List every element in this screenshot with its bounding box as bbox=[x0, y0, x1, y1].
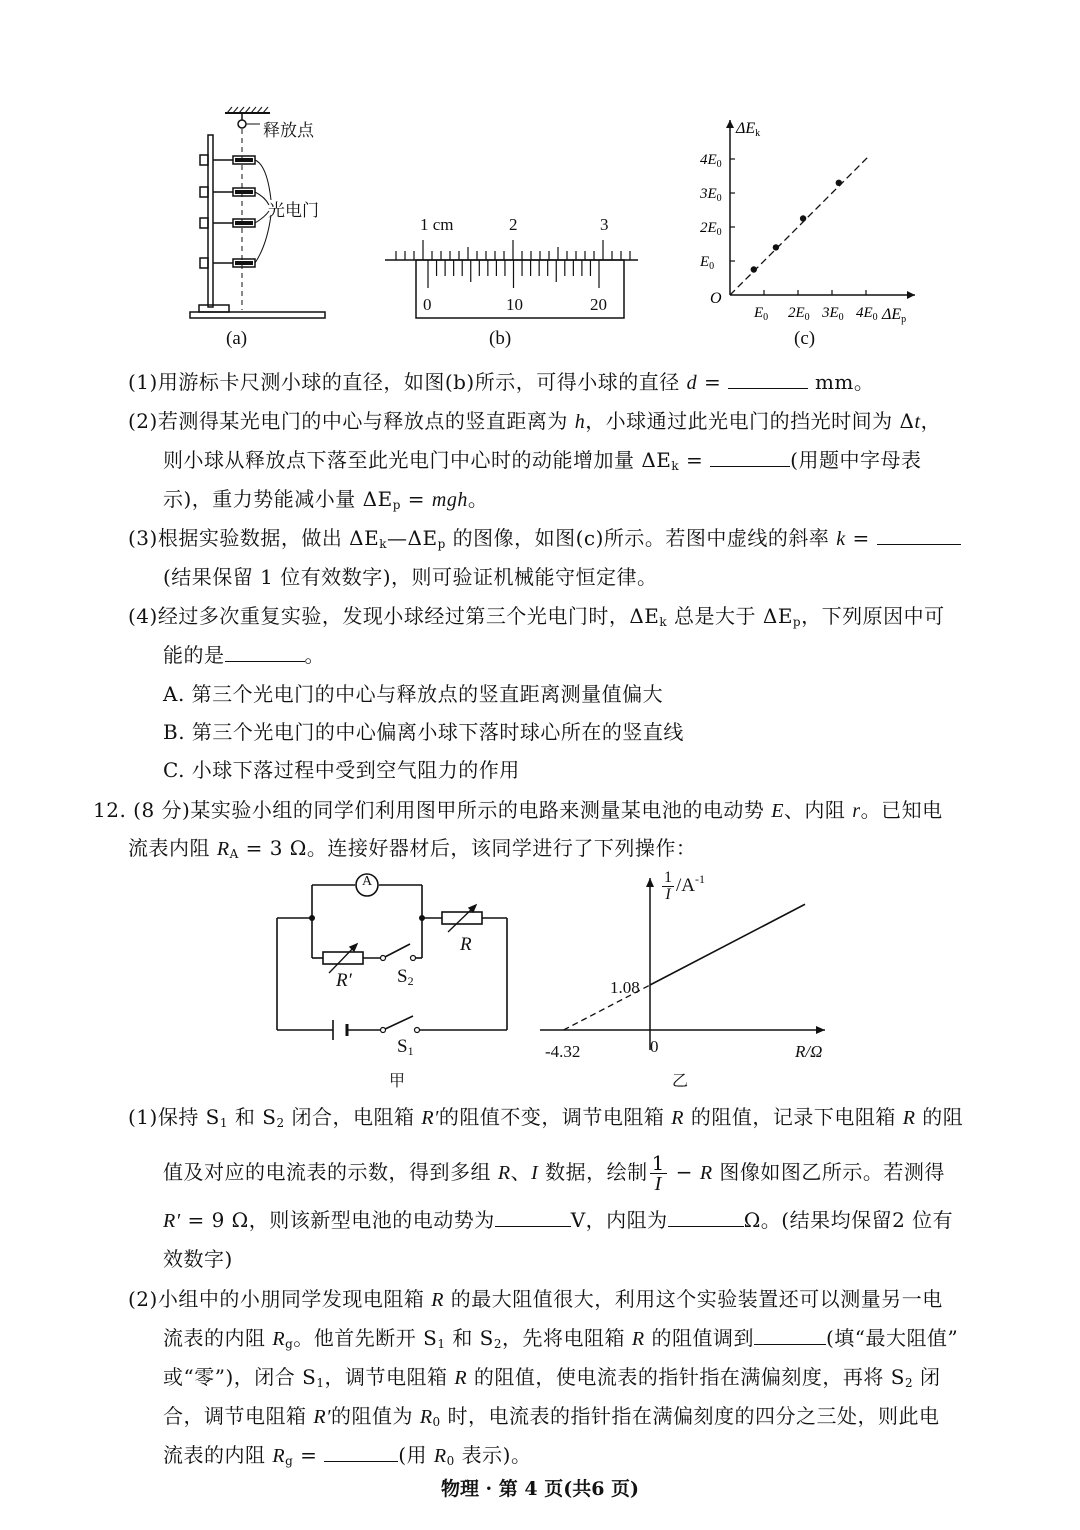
q11-option-a[interactable]: A. 第三个光电门的中心与释放点的竖直距离测量值偏大 bbox=[163, 682, 664, 706]
q12-part2-line3: 或“零”)，闭合 $S_1$，调节电阻箱 R 的阻值，使电流表的指针指在满偏刻度，再将 $S_2$ 闭 bbox=[163, 1365, 941, 1390]
data-point bbox=[836, 180, 842, 186]
data-line bbox=[650, 904, 805, 985]
y-axis-arrow bbox=[726, 120, 734, 128]
q11-option-c[interactable]: C. 小球下落过程中受到空气阻力的作用 bbox=[163, 758, 520, 782]
answer-blank-slope[interactable] bbox=[877, 526, 961, 545]
q12-part2-line4: 合，调节电阻箱 R′的阻值为 $R_0$ 时，电流表的指针指在满偏刻度的四分之三处，则此电 bbox=[163, 1404, 940, 1429]
q11-part4-line2: 能的是 。 bbox=[163, 643, 325, 667]
page-footer: 物理 · 第 4 页(共6 页) bbox=[440, 1478, 640, 1500]
q11-part3-line2: (结果保留 1 位有效数字)，则可验证机械能守恒定律。 bbox=[163, 565, 658, 589]
figure-c-caption: (c) bbox=[794, 328, 816, 349]
y-tick-label: $E_0$ bbox=[700, 254, 715, 272]
q12-header-line2: 流表内阻 $R_A = 3$ Ω。连接好器材后，该同学进行了下列操作： bbox=[128, 836, 697, 861]
yi-x-axis-label: R/Ω bbox=[795, 1042, 823, 1061]
answer-blank-delta-ek[interactable] bbox=[710, 448, 790, 467]
q12-part2-line1: (2)小组中的小朋同学发现电阻箱 R 的最大阻值很大，利用这个实验装置还可以测量另一电 bbox=[128, 1287, 943, 1311]
q12-part1-line4: 效数字) bbox=[163, 1247, 233, 1271]
y-tick-label: $4E_0$ bbox=[700, 152, 722, 170]
answer-blank-initial-resistance[interactable] bbox=[754, 1326, 826, 1345]
data-point bbox=[751, 266, 757, 272]
yi-intercept-y-label: 1.08 bbox=[610, 978, 640, 997]
q12-part2-line5: 流表的内阻 $R_g$ = (用 $R_0$ 表示)。 bbox=[163, 1443, 532, 1468]
q12-part1-line2: 值及对应的电流表的示数，得到多组 R、I 数据，绘制 $\frac{1}{I}$ − R 图像如图乙所示。若测得 bbox=[163, 1151, 945, 1195]
q11-part2-line2: 则小球从释放点下落至此光电门中心时的动能增加量 $\Delta E_k$ = (用题中字母表 bbox=[163, 448, 922, 473]
release-point-label: 释放点 bbox=[263, 121, 314, 141]
resistor-rprime-label: R′ bbox=[336, 970, 352, 991]
x-axis-label: ΔEp bbox=[882, 306, 907, 325]
vernier-label-20: 20 bbox=[590, 295, 607, 314]
vernier-label-10: 10 bbox=[506, 295, 523, 314]
q12-part2-line2: 流表的内阻 $R_g$。他首先断开 $S_1$ 和 $S_2$，先将电阻箱 R 的阻值调到 (填“最大阻值” bbox=[163, 1326, 959, 1351]
q11-part4-line1: (4)经过多次重复实验，发现小球经过第三个光电门时，$\Delta E_k$ 总是大于 $\Delta E_p$，下列原因中可 bbox=[128, 604, 945, 629]
answer-blank-internal-resistance[interactable] bbox=[668, 1208, 744, 1227]
chart-c-plot bbox=[699, 120, 915, 325]
ammeter-symbol-label: A bbox=[362, 874, 373, 889]
q11-part3-line1: (3)根据实验数据，做出 $\Delta E_k—\Delta E_p$ 的图像，如图(c)所示。若图中虚线的斜率 k = bbox=[128, 524, 961, 558]
resistor-r-label: R bbox=[460, 934, 472, 955]
fit-line bbox=[730, 156, 869, 295]
answer-blank-emf[interactable] bbox=[495, 1208, 571, 1227]
yi-origin-label: 0 bbox=[650, 1037, 659, 1056]
x-tick-label: $2E_0$ bbox=[788, 305, 810, 323]
figure-yi-caption: 乙 bbox=[672, 1071, 689, 1090]
photogate-label: 光电门 bbox=[268, 201, 319, 221]
switch-s2-label: $S_2$ bbox=[397, 966, 414, 988]
x-tick-label: $E_0$ bbox=[754, 305, 769, 323]
yi-intercept-x-label: -4.32 bbox=[545, 1042, 581, 1061]
x-axis-arrow bbox=[816, 1026, 825, 1034]
figure-b-caption: (b) bbox=[489, 328, 512, 349]
q11-part1: (1)用游标卡尺测小球的直径，如图(b)所示，可得小球的直径 d = mm。 bbox=[128, 370, 875, 394]
y-axis-label: ΔEk bbox=[736, 120, 761, 139]
x-axis-arrow bbox=[907, 291, 915, 299]
y-tick-label: $3E_0$ bbox=[700, 186, 722, 204]
figure-c-energy-chart bbox=[690, 115, 930, 330]
yi-y-axis-label: $\frac{1}{I}$ $/A^{-1}$ bbox=[664, 869, 705, 903]
y-tick-label: $2E_0$ bbox=[700, 220, 722, 238]
x-tick-label: $3E_0$ bbox=[822, 305, 844, 323]
figure-jia-circuit bbox=[265, 870, 525, 1070]
q12-header-line1: 12. (8 分)某实验小组的同学们利用图甲所示的电路来测量某电池的电动势 E、内阻 r。已知电 bbox=[93, 798, 943, 822]
main-scale-label-1cm: 1 cm bbox=[420, 215, 454, 234]
origin-label: O bbox=[710, 290, 722, 307]
data-point bbox=[800, 215, 806, 221]
answer-blank-reason[interactable] bbox=[225, 643, 305, 662]
q11-option-b[interactable]: B. 第三个光电门的中心偏离小球下落时球心所在的竖直线 bbox=[163, 720, 684, 744]
q12-part1-line1: (1)保持 $S_1$ 和 $S_2$ 闭合，电阻箱 R′的阻值不变，调节电阻箱 R 的阻值，记录下电阻箱 R 的阻 bbox=[128, 1105, 964, 1130]
figure-jia-caption: 甲 bbox=[389, 1071, 406, 1090]
q12-part1-line3: R′ = 9 Ω，则该新型电池的电动势为 V，内阻为 Ω。(结果均保留2 位有 bbox=[163, 1208, 954, 1232]
chart-yi-plot bbox=[540, 878, 825, 1050]
q11-part2-line1: (2)若测得某光电门的中心与释放点的竖直距离为 h，小球通过此光电门的挡光时间为 Δt， bbox=[128, 409, 942, 433]
vernier-label-0: 0 bbox=[423, 295, 432, 314]
answer-blank-diameter[interactable] bbox=[728, 370, 808, 389]
answer-blank-rg[interactable] bbox=[324, 1443, 398, 1462]
x-tick-label: $4E_0$ bbox=[856, 305, 878, 323]
switch-s1-label: $S_1$ bbox=[397, 1036, 414, 1058]
figure-a-caption: (a) bbox=[226, 328, 248, 349]
y-axis-arrow bbox=[646, 878, 654, 887]
data-point bbox=[773, 244, 779, 250]
main-scale-label-3: 3 bbox=[600, 215, 609, 234]
main-scale-label-2: 2 bbox=[509, 215, 518, 234]
q11-part2-line3: 示)，重力势能减小量 $\Delta E_p$ = mgh。 bbox=[163, 487, 489, 512]
